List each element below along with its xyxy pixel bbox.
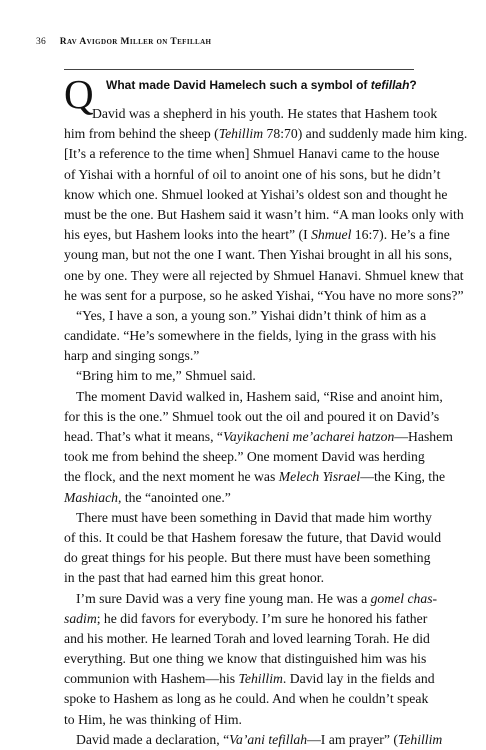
text-line [64,165,441,185]
text-run: the flock, and the next moment he was [64,469,279,485]
text-run: . David lay in the fields and [282,671,435,687]
text-line [64,689,429,709]
running-head [36,37,211,47]
text-run: everything. But one thing we know that distinguished him was his [64,651,427,667]
text-run: head. That’s what it means, “ [64,429,224,444]
italic-term: Shmuel [311,227,352,243]
text-line [64,326,437,346]
text-line [64,104,438,124]
text-run: of this. It could be that Hashem foresaw the future, that David would [64,529,442,545]
text-line [64,306,427,326]
text-line [64,346,420,366]
italic-term: Vayikacheni me’acharei hatzon [223,429,395,444]
italic-term: gomel chas- [370,590,438,606]
text-run: “Bring him to me,” Shmuel said. [76,368,256,384]
text-run: communion with Hashem—his [64,671,239,687]
text-run: [It’s a reference to the time when] Shmuel Hanavi came to the house [64,146,440,162]
question-text-end: ? [409,78,417,92]
text-line [64,508,432,528]
question-text-start: What made David Hamelech such a symbol of [106,78,371,92]
text-run: him from behind the sheep ( [64,126,219,142]
text-line [64,467,446,487]
text-run: must be the one. But Hashem said it wasn’t him. “A man looks only with [64,206,464,222]
text-run: “Yes, I have a son, a young son.” Yishai didn’t think of him as a [76,307,427,323]
text-line [64,528,442,548]
text-run: of Yishai with a hornful of oil to anoint one of his sons, but he didn’t [64,166,441,182]
text-run: 16:7). He’s a fine [351,227,450,243]
text-line [64,589,438,609]
question-rule [64,69,414,70]
text-run: —Hashem [394,429,453,444]
text-line [64,266,464,286]
text-line [64,225,450,245]
text-run: for this is the one.” Shmuel took out the oil and poured it on David’s [64,408,440,424]
italic-term: Mashiach [64,489,118,505]
text-run: , the “anointed one.” [117,489,231,505]
text-line [64,649,427,669]
question-text-italic: tefillah [370,78,410,92]
text-line [64,205,464,225]
text-run: to Him, he was thinking of Him. [64,711,242,727]
text-run: —I am prayer” ( [307,731,398,747]
text-run: young man, but not the one I want. Then Yishai brought in all his sons, [64,247,453,263]
text-run: one by one. They were all rejected by Shmuel Hanavi. Shmuel knew that [64,267,464,283]
text-run: The moment David walked in, Hashem said, “Rise and anoint him, [76,388,443,404]
text-run: 78:70) and suddenly made him king. [263,126,468,142]
text-line [64,488,420,508]
italic-term: Tehillim [238,671,283,687]
text-run: know which one. Shmuel looked at Yishai’s oldest son and thought he [64,186,448,202]
book-title: Rav Avigdor Miller on Tefillah [59,37,212,47]
text-line [64,568,420,588]
text-run: ; he did favors for everybody. I’m sure he honored his father [96,610,428,626]
text-line [64,629,430,649]
text-line [64,407,440,427]
italic-term: Tehillim [397,731,443,747]
italic-term: Va’ani tefillah [229,731,308,747]
text-run: spoke to Hashem as long as he could. And when he couldn’t speak [64,691,429,707]
text-line [64,286,464,306]
text-run: —the King, the [360,469,446,485]
text-run: do great things for his people. But there must have been something [64,550,431,566]
italic-term: Melech Yisrael [278,469,361,485]
text-line [64,609,428,629]
text-run: I’m sure David was a very fine young man. He was a [76,590,371,606]
text-run: took me from behind the sheep.” One moment David was herding [64,449,425,465]
text-line [64,144,440,164]
text-run: candidate. “He’s somewhere in the fields, lying in the grass with his [64,328,437,344]
text-line [64,387,443,407]
text-line [64,730,443,750]
text-line [64,710,420,730]
text-line [64,245,453,265]
italic-term: sadim [64,610,97,626]
text-line [64,366,420,386]
text-run: his eyes, but Hashem looks into the heart” (I [64,227,312,243]
question-heading [106,78,417,92]
text-line [64,447,425,467]
text-run: There must have been something in David that made him worthy [76,509,432,525]
answer-body [64,104,468,750]
text-run: in the past that had earned him this great honor. [64,570,324,586]
text-run: harp and singing songs.” [64,348,200,364]
text-run: David made a declaration, “ [76,731,230,747]
text-line [64,124,468,144]
text-run: and his mother. He learned Torah and loved learning Torah. He did [64,630,430,646]
text-run: he was sent for a purpose, so he asked Yishai, “You have no more sons?” [64,287,464,303]
text-run: David was a shepherd in his youth. He states that Hashem took [92,106,438,121]
text-line [64,427,453,447]
text-line [64,548,431,568]
page-number: 36 [36,37,47,47]
question-marker: Q [64,71,94,117]
italic-term: Tehillim [218,126,264,142]
text-line [64,669,435,689]
text-line [64,185,448,205]
